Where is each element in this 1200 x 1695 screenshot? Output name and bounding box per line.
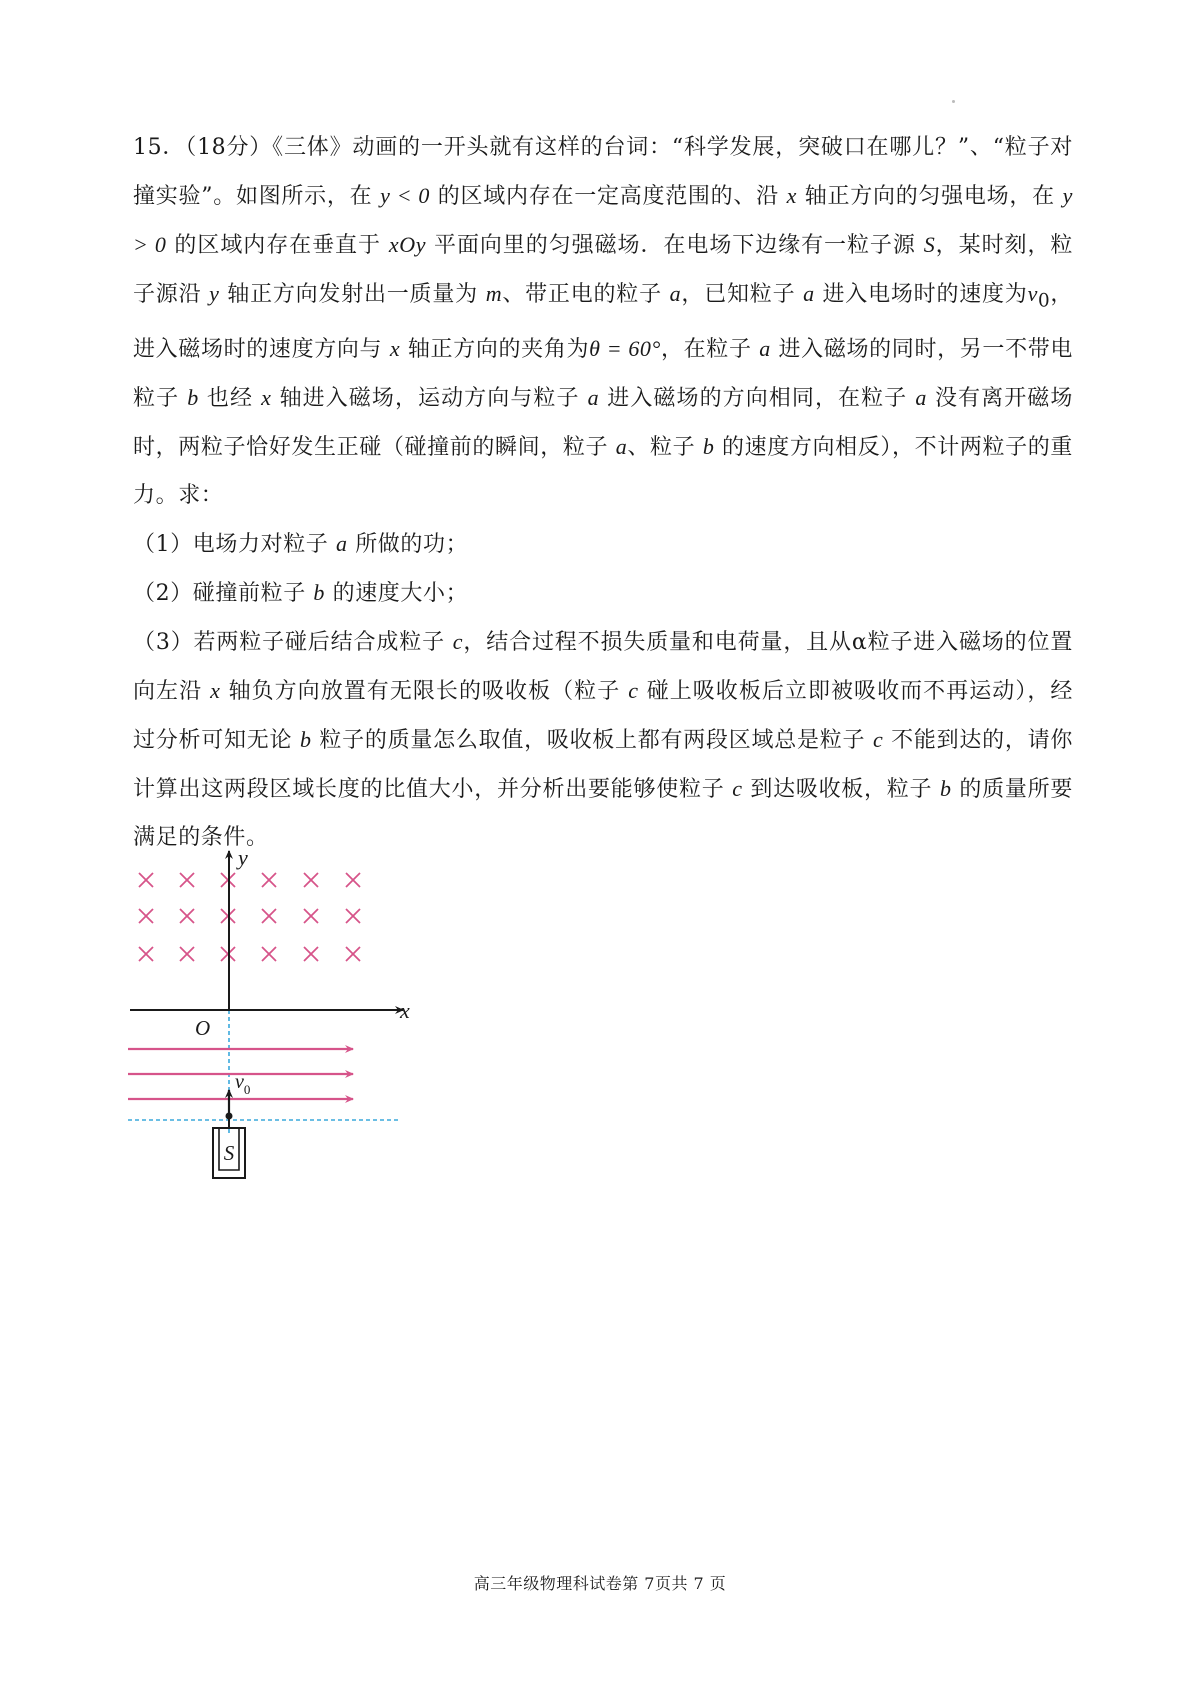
origin-label: O	[195, 1016, 211, 1040]
question-score: （18分）	[185, 135, 273, 160]
field-cross	[346, 873, 360, 887]
field-cross	[262, 909, 276, 923]
field-cross	[304, 873, 318, 887]
field-cross	[304, 909, 318, 923]
field-cross	[262, 873, 276, 887]
diagram-svg	[128, 848, 458, 1188]
sub-question-2: （2）碰撞前粒子 b 的速度大小；	[133, 580, 469, 607]
sub-question-1: （1）电场力对粒子 a 所做的功；	[133, 531, 469, 558]
field-cross	[139, 873, 153, 887]
source-label: S	[223, 1141, 235, 1165]
field-cross	[346, 909, 360, 923]
x-axis-label: x	[400, 998, 410, 1023]
page-footer: 高三年级物理科试卷第 7页共 7 页	[473, 1574, 727, 1593]
field-cross	[180, 947, 194, 961]
field-cross	[262, 947, 276, 961]
sub-question-3: （3）若两粒子碰后结合成粒子 c，结合过程不损失质量和电荷量，且从α粒子进入磁场的位置向左沿 x 轴负方向放置有无限长的吸收板（粒子 c 碰上吸收板后立即被吸收而不再运动），经过分析可知无论 b 粒子的质量怎么取值，吸收板上都有两段区域总是粒子 c 不能到达的，请你计算出这两段区域长度的比值大小，并分析出要能够使粒子 c 到达吸收板，粒子 b 的质量所要满足的条件。	[133, 629, 1073, 851]
field-cross	[139, 909, 153, 923]
field-cross	[139, 947, 153, 961]
question-number: 15．	[133, 135, 186, 160]
field-cross	[180, 909, 194, 923]
field-cross	[180, 873, 194, 887]
field-cross	[304, 947, 318, 961]
field-cross	[346, 947, 360, 961]
scan-dot	[952, 100, 955, 103]
magnetic-field-crosses	[139, 873, 360, 961]
velocity-label: $v_0$	[235, 1071, 251, 1097]
physics-diagram	[128, 848, 458, 1188]
question-15	[133, 124, 1073, 862]
question-stem: 15．（18分）《三体》动画的一开头就有这样的台词：“科学发展，突破口在哪儿？”、“粒子对撞实验”。如图所示，在 y < 0 的区域内存在一定高度范围的、沿 x 轴正方向的匀强电场，在 y > 0 的区域内存在垂直于 xOy 平面向里的匀强磁场．在电场下边缘有一粒子源 S，某时刻，粒子源沿 y 轴正方向发射出一质量为 m、带正电的粒子 a，已知粒子 a 进入电场时的速度为$v_0$，进入磁场时的速度方向与 x 轴正方向的夹角为θ = 60°，在粒子 a 进入磁场的同时，另一不带电粒子 b 也经 x 轴进入磁场，运动方向与粒子 a 进入磁场的方向相同，在粒子 a 没有离开磁场时，两粒子恰好发生正碰（碰撞前的瞬间，粒子 a、粒子 b 的速度方向相反），不计两粒子的重力。求：	[133, 135, 1074, 509]
y-axis-label: y	[238, 848, 248, 870]
